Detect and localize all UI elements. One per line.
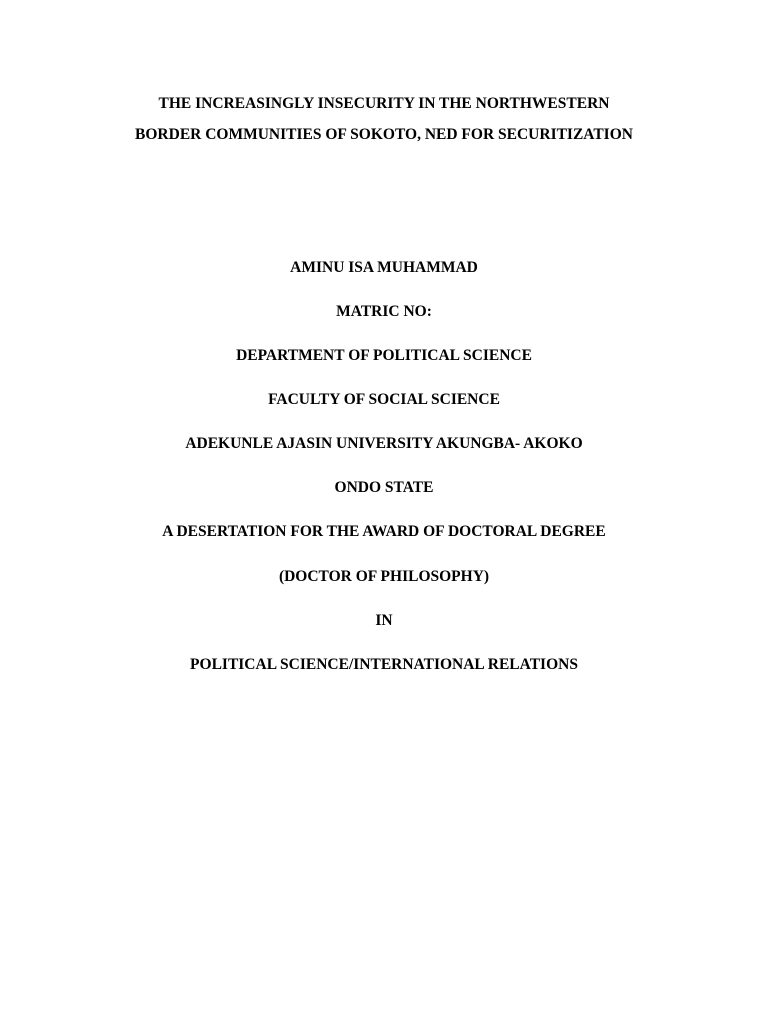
matric-number: MATRIC NO: <box>336 303 432 320</box>
award-statement: A DESERTATION FOR THE AWARD OF DOCTORAL DEGREE <box>162 523 606 540</box>
author-name: AMINU ISA MUHAMMAD <box>290 259 478 276</box>
title-line-1: THE INCREASINGLY INSECURITY IN THE NORTHWESTERN <box>158 95 610 112</box>
field-of-study: POLITICAL SCIENCE/INTERNATIONAL RELATIONS <box>190 656 578 673</box>
state: ONDO STATE <box>334 479 434 496</box>
department: DEPARTMENT OF POLITICAL SCIENCE <box>236 347 532 364</box>
degree: (DOCTOR OF PHILOSOPHY) <box>278 568 490 585</box>
university: ADEKUNLE AJASIN UNIVERSITY AKUNGBA- AKOKO <box>185 435 583 452</box>
title-line-2: BORDER COMMUNITIES OF SOKOTO, NED FOR SECURITIZATION <box>135 126 633 143</box>
in-label: IN <box>375 612 393 629</box>
faculty: FACULTY OF SOCIAL SCIENCE <box>268 391 500 408</box>
